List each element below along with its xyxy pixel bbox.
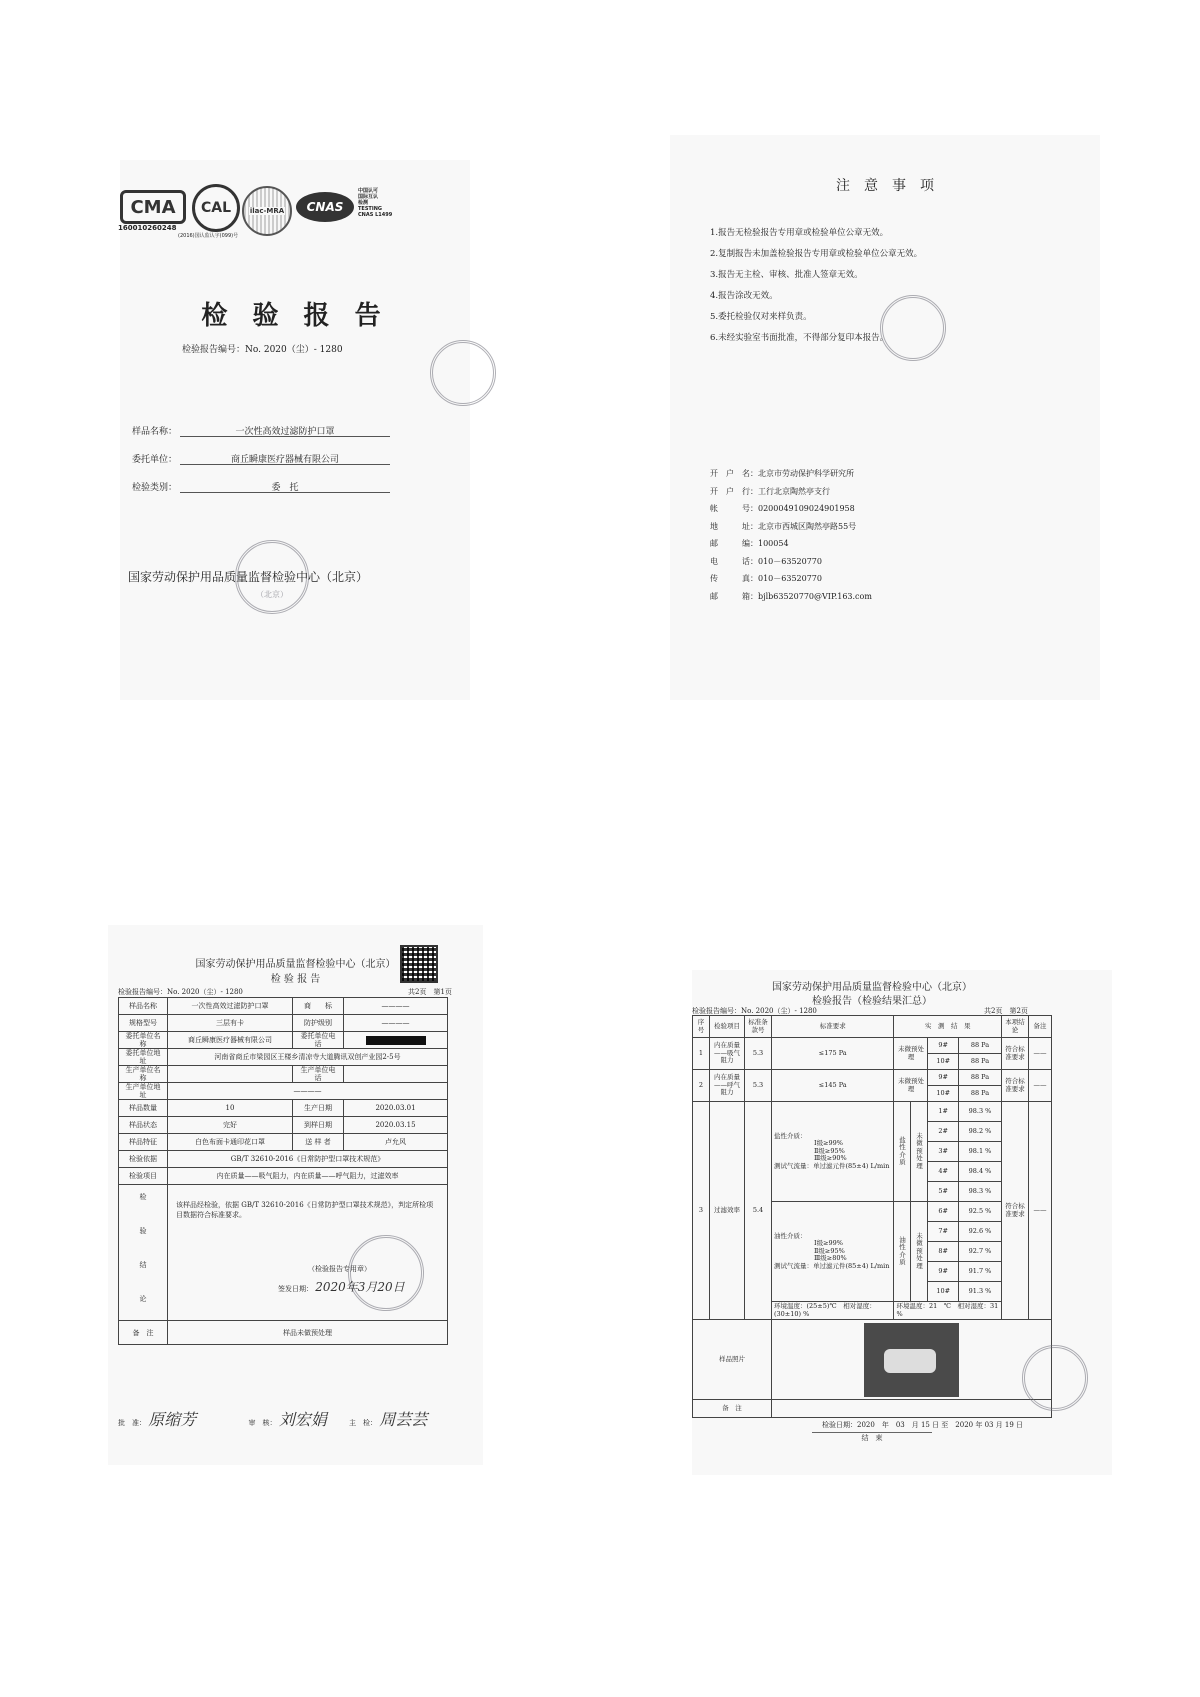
contact-row: 帐 号：0200049109024901958 (710, 504, 855, 513)
notice-item: 6.未经实验室书面批准，不得部分复印本报告。 (710, 333, 889, 343)
contact-row: 开 户 行：工行北京陶然亭支行 (710, 486, 830, 496)
cover-title: 检 验 报 告 (201, 301, 389, 331)
signature-row: 批 准： 原缩芳 审 核： 刘宏娟 主 检： 周芸芸 (118, 1410, 428, 1429)
report2-no: 检验报告编号：No. 2020（尘）- 1280 (692, 1007, 817, 1015)
review-signature: 刘宏娟 (278, 1410, 327, 1429)
report1-no: 检验报告编号：No. 2020（尘）- 1280 (118, 988, 243, 996)
sample-photo (864, 1323, 959, 1397)
cal-logo: CAL (192, 184, 240, 232)
field-label-client: 委托单位： (132, 455, 178, 465)
cnas-text: 中国认可 国际互认 检测 TESTING CNAS L1499 (358, 188, 393, 218)
sign-date-value: 2020年3月20日 (315, 1280, 405, 1295)
field-label-type: 检验类别： (132, 483, 178, 493)
conclusion-text: 该样品经检验，依据 GB/T 32610-2016《日常防护型口罩技术规范》，判定所检项目数据符合标准要求。 (176, 1201, 434, 1220)
report-page-2 (692, 970, 1112, 1475)
qr-code (400, 945, 438, 983)
contact-row: 邮 编：100054 (710, 539, 789, 548)
report1-page: 共2页 第1页 (408, 988, 452, 996)
report-page-1 (108, 925, 483, 1465)
field-value-sample: 一次性高效过滤防护口罩 (235, 427, 335, 437)
notice-title: 注 意 事 项 (836, 178, 934, 194)
test-date: 检验日期：2020 年 03 月 15 日 至 2020 年 03 月 19 日 (822, 1421, 1024, 1429)
contact-row: 地 址：北京市西城区陶然亭路55号 (710, 521, 857, 531)
report1-header: 国家劳动保护用品质量监督检验中心（北京） (195, 959, 396, 970)
contact-row: 传 真：010－63520770 (710, 574, 822, 583)
report2-stamp (1022, 1345, 1088, 1411)
approve-signature: 原缩芳 (148, 1410, 197, 1429)
notice-item: 3.报告无主检、审核、批准人签章无效。 (710, 270, 863, 280)
mask-image (884, 1349, 936, 1373)
cal-number: (2016)国认监认字(099)号 (178, 233, 239, 239)
report1-table: 样品名称 一次性高效过滤防护口罩 商 标 ———— 规格型号 三层有卡 防护级别 ———— 委托单位名 称 商丘瞬康医疗器械有限公司 委托单位电 话 委托单位地 址 河南省商丘市梁园区王楼乡清凉寺大道腾讯双创产业园2-5号 生产单位名 称 生产单位电 话 生产单位地 址 ———— 样品数量 10 生产日期 2020.03.01 样品状态 完好 到样日期 2020.03.15 样品特征 白色布面卡通印花口罩 送 样 者 卢允风 检验依据 GB/T 32610-2016《日常防护型口罩技术规范》 检验项目 内在质量——吸气阻力，内在质量——呼气阻力，过滤效率 检 验 结 论 该样品经检验，依据 GB/T 32610-2016《日常防护型口罩技术规范》，判定所检项目数据符合标准要求。 （检验报告专用章） 签发日期： 2020年3月20日 备 注 样品未做预处理 (118, 997, 448, 1345)
ilac-logo: ilac-MRA (242, 186, 292, 236)
cnas-logo: CNAS (296, 192, 354, 222)
notice-item: 5.委托检验仅对来样负责。 (710, 312, 812, 322)
chief-signature: 周芸芸 (379, 1410, 428, 1429)
issuer-stamp: （北京） (235, 540, 309, 614)
field-label-sample: 样品名称： (132, 427, 178, 437)
cover-issuer: 国家劳动保护用品质量监督检验中心（北京） (128, 570, 369, 584)
report2-page: 共2页 第2页 (984, 1007, 1028, 1015)
cover-page (120, 160, 470, 700)
seal-note: （检验报告专用章） (308, 1265, 371, 1274)
field-value-client: 商丘瞬康医疗器械有限公司 (230, 455, 339, 465)
report2-header: 国家劳动保护用品质量监督检验中心（北京） (772, 982, 972, 993)
contact-row: 电 话：010－63520770 (710, 556, 822, 566)
end-mark: 结 束 (812, 1432, 932, 1443)
report2-table: 序号 检验项目 标准条款号 标准要求 实 测 结 果 本项结论 备注 1 内在质量——吸气阻力 5.3 ≤175 Pa 未微预处理 9# 88 Pa 符合标准要求 —— 10# 88 Pa 2 内在质量——呼气阻力 5.3 ≤145 Pa 未微预处理 9# 88 Pa 符合标准要求 —— 10# 88 Pa 3 过滤效率 5.4 盐性介质： Ⅰ级≥99% Ⅱ级≥95% Ⅲ级≥90% 测试气流量：单过滤元件(85±4) L/min 盐性介质 未微预处理 1# 98.3 % 符合标准要求 —— 2# 98.2 % 3# 98.1 % 4# 98.4 % 5# 98.3 % 油性介质： Ⅰ级≥99% Ⅱ级≥95% Ⅲ级≥80% 测试气流量：单过滤元件(85±4) L/min 油性介质 未微预处理 6# 92.5 % 7# 92.6 % 8# 92.7 % 9# 91.7 % 10# 91.3 % 环境温度：(25±5)℃ 相对湿度：(30±10) % 环境温度：21 ℃ 相对湿度：31 % 样品照片 备 注 (692, 1015, 1052, 1418)
contact-block (710, 465, 872, 605)
report1-subheader: 检 验 报 告 (270, 974, 321, 985)
cover-report-no: 检验报告编号：No. 2020（尘）- 1280 (182, 345, 343, 355)
sign-date-label: 签发日期： (278, 1285, 313, 1294)
notice-stamp (880, 295, 946, 361)
redacted-phone (344, 1032, 448, 1049)
notice-item: 4.报告涂改无效。 (710, 291, 778, 301)
contact-row: 开 户 名：北京市劳动保护科学研究所 (710, 469, 854, 478)
notice-item: 1.报告无检验报告专用章或检验单位公章无效。 (710, 228, 889, 238)
cma-number: 160010260248 (118, 224, 177, 232)
notice-item: 2.复制报告未加盖检验报告专用章或检验单位公章无效。 (710, 249, 923, 259)
contact-row: 邮 箱：bjlb63520770@VIP.163.com (710, 591, 872, 601)
notice-page (670, 135, 1100, 700)
field-value-type: 委 托 (271, 483, 299, 493)
side-stamp (430, 340, 496, 406)
cma-logo: CMA (120, 190, 186, 224)
report2-subheader: 检验报告（检验结果汇总） (812, 996, 932, 1007)
